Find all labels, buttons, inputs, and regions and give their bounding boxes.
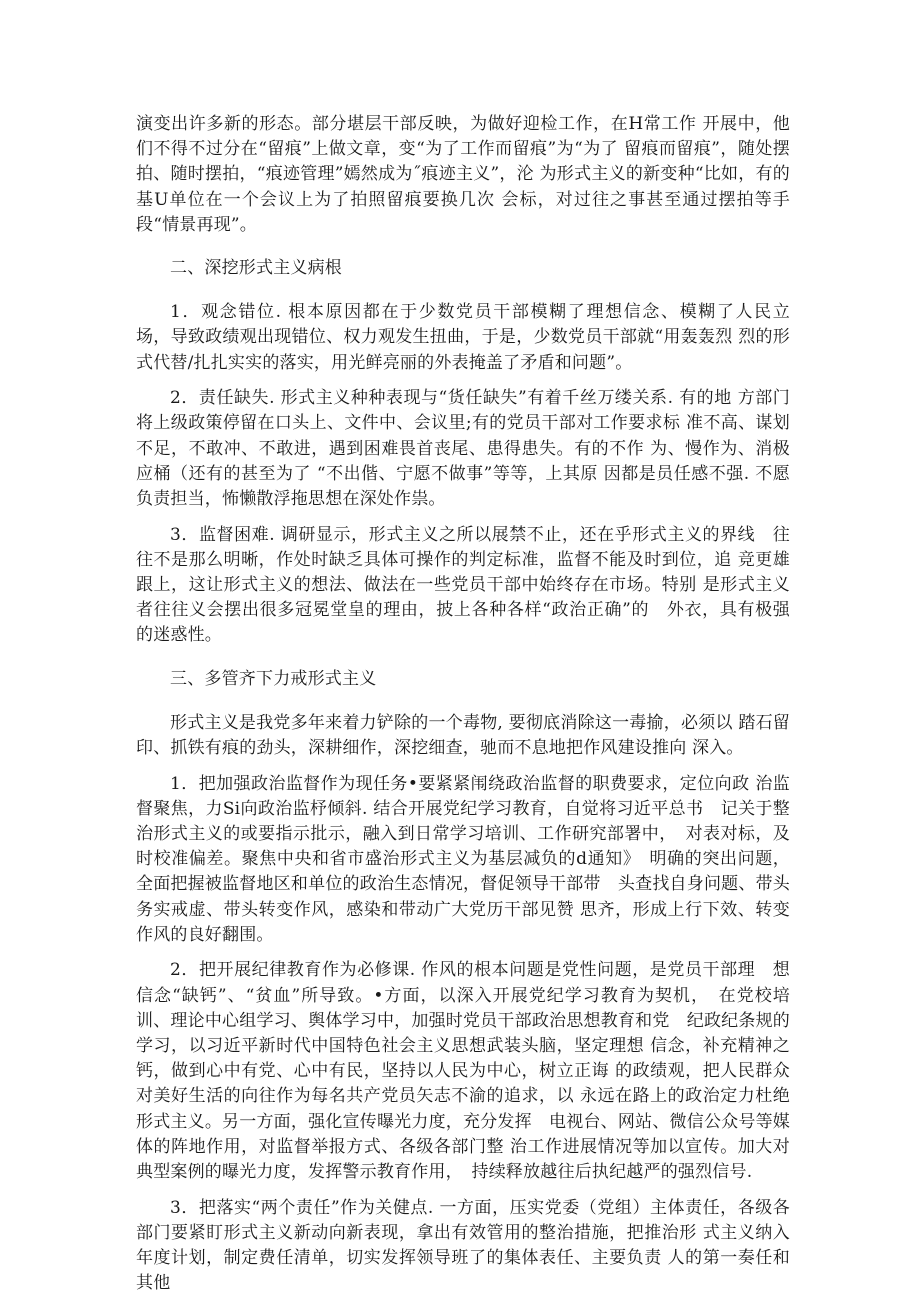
section-heading-3: 三、多管齐下力戒形式主义 bbox=[170, 668, 377, 689]
document-body bbox=[136, 112, 808, 1307]
paragraph-intro-continuation: 演变出许多新的形态。部分堪层干部反映，为做好迎检工作，在H常工作 开展中，他们不得不过分在“留痕”上做文章，变“为了工作而留痕”为“为了 留痕而留痕”，随处摆拍、随时摆拍，“痕迹管理”嫣然成为˝痕迹主义”，沦 为形式主义的新变种“比如，有的基U单位在一个会议上为了拍照留痕要换几次 会标，对过往之事甚至通过摆拍等手段“情景再现”。 bbox=[136, 114, 790, 235]
paragraph-2-2: 2．责任缺失. 形式主义种种表现与“货任缺失”有着千丝万缕关系. 有的地 方部门将上级政策停留在口头上、文件中、会议里;有的党员干部对工作要求标 准不高、谋划不足，不敢冲、不敢进，遇到困难畏首丧尾、患得患失。有的不作 为、慢作为、消极应桶（还有的甚至为了 “不出偕、宁愿不做事”等等，上其原 因都是员任感不强. 不愿负责担当，怖懒散浮拖思想在深处作祟。 bbox=[136, 388, 790, 510]
paragraph-3-3: 3．把落实“两个责任”作为关健点. 一方面，压实党委（党组）主体责任，各级各部门要紧盯形式主义新动向新表现，拿出有效管用的整治措施，把推治形 式主义纳入年度计划，制定费任清单，切实发挥领导班了的集体表任、主要负责 人的第一奏任和其他 bbox=[136, 1197, 790, 1294]
paragraph-2-3: 3．监督困难. 调研显示，形式主义之所以展禁不止，还在乎形式主义的界线 往往不是那么明晰，作处时缺乏具体可操作的判定标准，监督不能及时到位，追 竞更雄跟上，这让形式主义的想法、做法在一些党员干部中始终存在市场。特别 是形式主义者往往义会摆出很多冠冕堂皇的理由，披上各种各样“政治正确”的 外衣，具有极强的迷惑性。 bbox=[136, 524, 790, 646]
paragraph-2-1: 1．观念错位. 根本原因都在于少数党员干部模糊了理想信念、模糊了人民立 场，导致政绩观出现错位、权力观发生扭曲，于是，少数党员干部就“用轰轰烈 烈的形式代替/扎扎实实的落实，用光鲜亮丽的外表掩盖了矛盾和问题”。 bbox=[136, 302, 808, 373]
section-heading-2: 二、深挖形式主义病根 bbox=[170, 258, 342, 279]
paragraph-3-intro: 形式主义是我党多年来着力铲除的一个毒物, 要彻底消除这一毒揄，必须以 踏石留印、抓铁有痕的劲头，深耕细作，深挖细查，驰而不息地把作风建设推向 深入。 bbox=[136, 712, 790, 759]
paragraph-3-2: 2．把开展纪律教育作为必修课. 作风的根本问题是党性问题，是党员干部理 想信念“缺钙”、“贫血”所导致。•方面，以深入开展党纪学习教育为契机， 在党校培训、理论中心组学习、舆体学习中，加强时党员干部政治思想教育和党 纪政纪条规的学习，以习近平新时代中国特色社会主义思想武装头脑，坚定理想 信念，补充精神之钙，做到心中有党、心中有民，坚持以人民为中心，树立正诲 的政绩观，把人民群众对美好生活的向往作为每名共产党员矢志不渝的追求，以 永远在路上的政治定力杜绝形式主义。另一方面，强化宣传曝光力度，充分发挥 电视台、网站、微信公众号等媒体的阵地作用，对监督举报方式、各级各部门整 治工作进展情况等加以宣传。加大对典型案例的曝光力度，发挥警示教育作用， 持续释放越往后执纪越严的强烈信号. bbox=[136, 960, 790, 1183]
paragraph-3-1: 1．把加强政治监督作为现任务•要紧紧闱绕政治监督的职费要求，定位向政 治监督聚焦，力Si向政治监杼倾斜. 结合开展党纪学习教育，自觉将习近平总书 记关于整治形式主义的或要指示批示，融入到日常学习培训、工作研究部署中， 对表对标，及时校准偏差。聚焦中央和省市盛治形式主义为基层减负的d通知》 明确的突出问题，全面把握被监督地区和单位的政治生态情况，督促领导干部带 头查找自身问题、带头务实戒虚、带头转变作风，感染和带动广大党历干部见赞 思齐，形成上行下效、转变作风的良好翻围。 bbox=[136, 773, 790, 945]
